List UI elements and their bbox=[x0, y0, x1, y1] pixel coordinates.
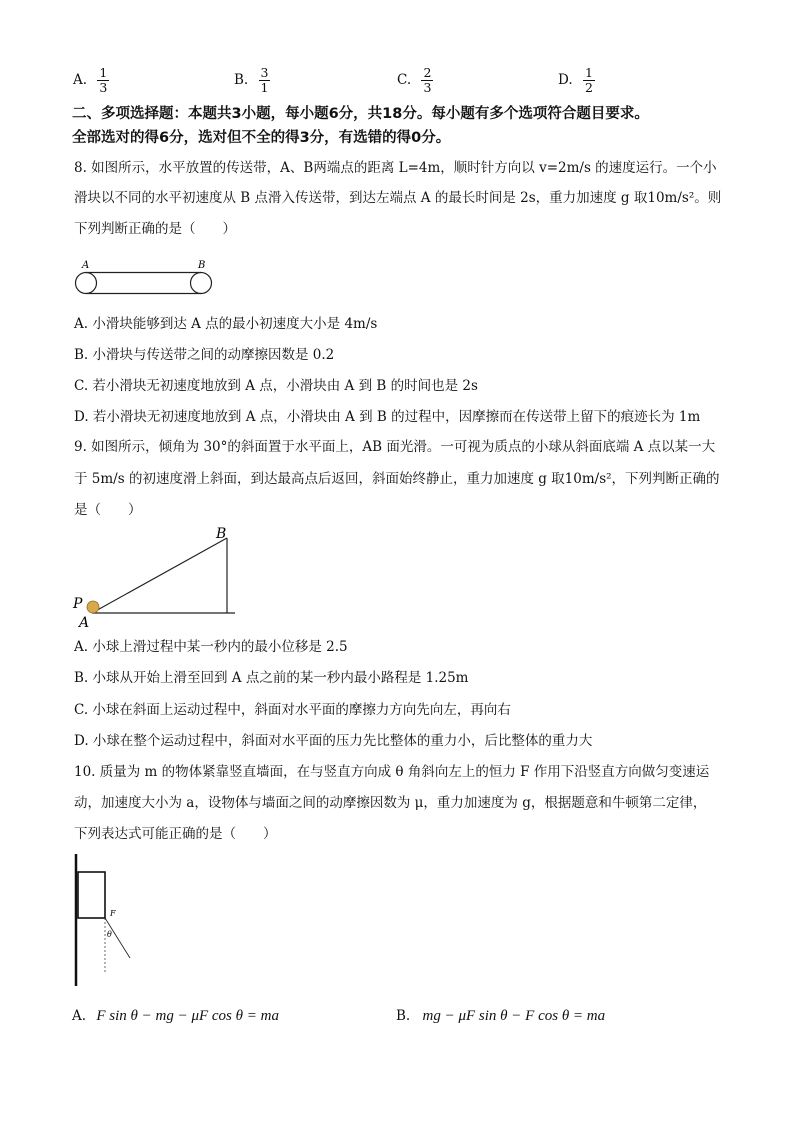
fraction bbox=[97, 66, 109, 95]
q7-option-a bbox=[73, 66, 109, 95]
q8-option-d: D. 若小滑块无初速度地放到 A 点，小滑块由 A 到 B 的过程中，因摩擦而在传送带上留下的痕迹长为 1m bbox=[74, 409, 701, 425]
pulley-right bbox=[191, 273, 212, 294]
numerator: 2 bbox=[423, 65, 432, 80]
conveyor-belt-figure bbox=[74, 256, 219, 298]
q8-option-a: A. 小滑块能够到达 A 点的最小初速度大小是 4m/s bbox=[74, 316, 378, 332]
numerator: 1 bbox=[584, 65, 593, 80]
label-theta: θ bbox=[107, 930, 112, 939]
block bbox=[78, 872, 105, 918]
option-label: A. bbox=[73, 72, 88, 88]
denominator: 2 bbox=[584, 80, 593, 95]
label-b: B bbox=[198, 260, 206, 271]
q7-option-d bbox=[558, 66, 595, 95]
denominator: 3 bbox=[99, 80, 108, 95]
fraction bbox=[259, 66, 271, 95]
q9-stem-line3: 是（ ） bbox=[74, 502, 142, 518]
q9-option-d: D. 小球在整个运动过程中，斜面对水平面的压力先比整体的重力小，后比整体的重力大 bbox=[74, 733, 593, 749]
q8-option-c: C. 若小滑块无初速度地放到 A 点，小滑块由 A 到 B 的时间也是 2s bbox=[74, 378, 478, 394]
q10-stem-line2: 动，加速度大小为 a，设物体与墙面之间的动摩擦因数为 μ，重力加速度为 g，根据题意和牛顿第二定律， bbox=[74, 795, 707, 811]
q10-option-b bbox=[396, 1006, 605, 1026]
fraction bbox=[583, 66, 595, 95]
q10-stem-line3: 下列表达式可能正确的是（ ） bbox=[74, 826, 277, 842]
label-f: F bbox=[110, 909, 116, 918]
q8-stem-line1: 8. 如图所示，水平放置的传送带，A、B两端点的距离 L=4m，顺时针方向以 v=2m/s 的速度运行。一个小 bbox=[74, 160, 717, 176]
label-a: A bbox=[79, 615, 90, 631]
q8-stem-line3: 下列判断正确的是（ ） bbox=[74, 221, 236, 237]
q8-stem-line2: 滑块以不同的水平初速度从 B 点滑入传送带，到达左端点 A 的最长时间是 2s，重力加速度 g 取10m/s²。则 bbox=[74, 190, 722, 206]
section-instructions: 全部选对的得6分，选对但不全的得3分，有选错的得0分。 bbox=[72, 130, 451, 146]
q7-option-b bbox=[234, 66, 270, 95]
option-label: A. bbox=[72, 1008, 87, 1024]
option-label: B. bbox=[396, 1008, 411, 1024]
q7-option-c bbox=[397, 66, 433, 95]
q9-option-b: B. 小球从开始上滑至回到 A 点之前的某一秒内最小路程是 1.25m bbox=[74, 670, 469, 686]
ball bbox=[87, 601, 99, 613]
q9-option-a: A. 小球上滑过程中某一秒内的最小位移是 2.5 bbox=[74, 639, 348, 655]
label-p: P bbox=[73, 596, 83, 612]
option-label: B. bbox=[234, 72, 249, 88]
incline-figure bbox=[70, 522, 240, 632]
q9-option-c: C. 小球在斜面上运动过程中，斜面对水平面的摩擦力方向先向左，再向右 bbox=[74, 702, 511, 718]
label-a: A bbox=[82, 260, 90, 271]
q8-option-b: B. 小滑块与传送带之间的动摩擦因数是 0.2 bbox=[74, 347, 335, 363]
wall-block-figure bbox=[66, 852, 146, 992]
pulley-left bbox=[76, 273, 97, 294]
q9-stem-line2: 于 5m/s 的初速度滑上斜面，到达最高点后返回，斜面始终静止，重力加速度 g 取10m/s²，下列判断正确的 bbox=[74, 471, 720, 487]
denominator: 1 bbox=[260, 80, 269, 95]
option-label: D. bbox=[558, 72, 573, 88]
label-b: B bbox=[216, 526, 227, 542]
formula: mg − μF sin θ − F cos θ = ma bbox=[422, 1008, 606, 1024]
numerator: 3 bbox=[260, 65, 269, 80]
q10-stem-line1: 10. 质量为 m 的物体紧靠竖直墙面，在与竖直方向成 θ 角斜向左上的恒力 F 作用下沿竖直方向做匀变速运 bbox=[74, 764, 710, 780]
q9-stem-line1: 9. 如图所示，倾角为 30°的斜面置于水平面上，AB 面光滑。一可视为质点的小球从斜面底端 A 点以某一大 bbox=[74, 439, 716, 455]
numerator: 1 bbox=[99, 65, 108, 80]
option-label: C. bbox=[397, 72, 412, 88]
formula: F sin θ − mg − μF cos θ = ma bbox=[96, 1008, 279, 1024]
incline-slope bbox=[92, 538, 227, 613]
section-heading: 二、多项选择题：本题共3小题，每小题6分，共18分。每小题有多个选项符合题目要求。 bbox=[72, 106, 649, 122]
fraction bbox=[421, 66, 433, 95]
denominator: 3 bbox=[423, 80, 432, 95]
q10-option-a bbox=[72, 1006, 279, 1026]
